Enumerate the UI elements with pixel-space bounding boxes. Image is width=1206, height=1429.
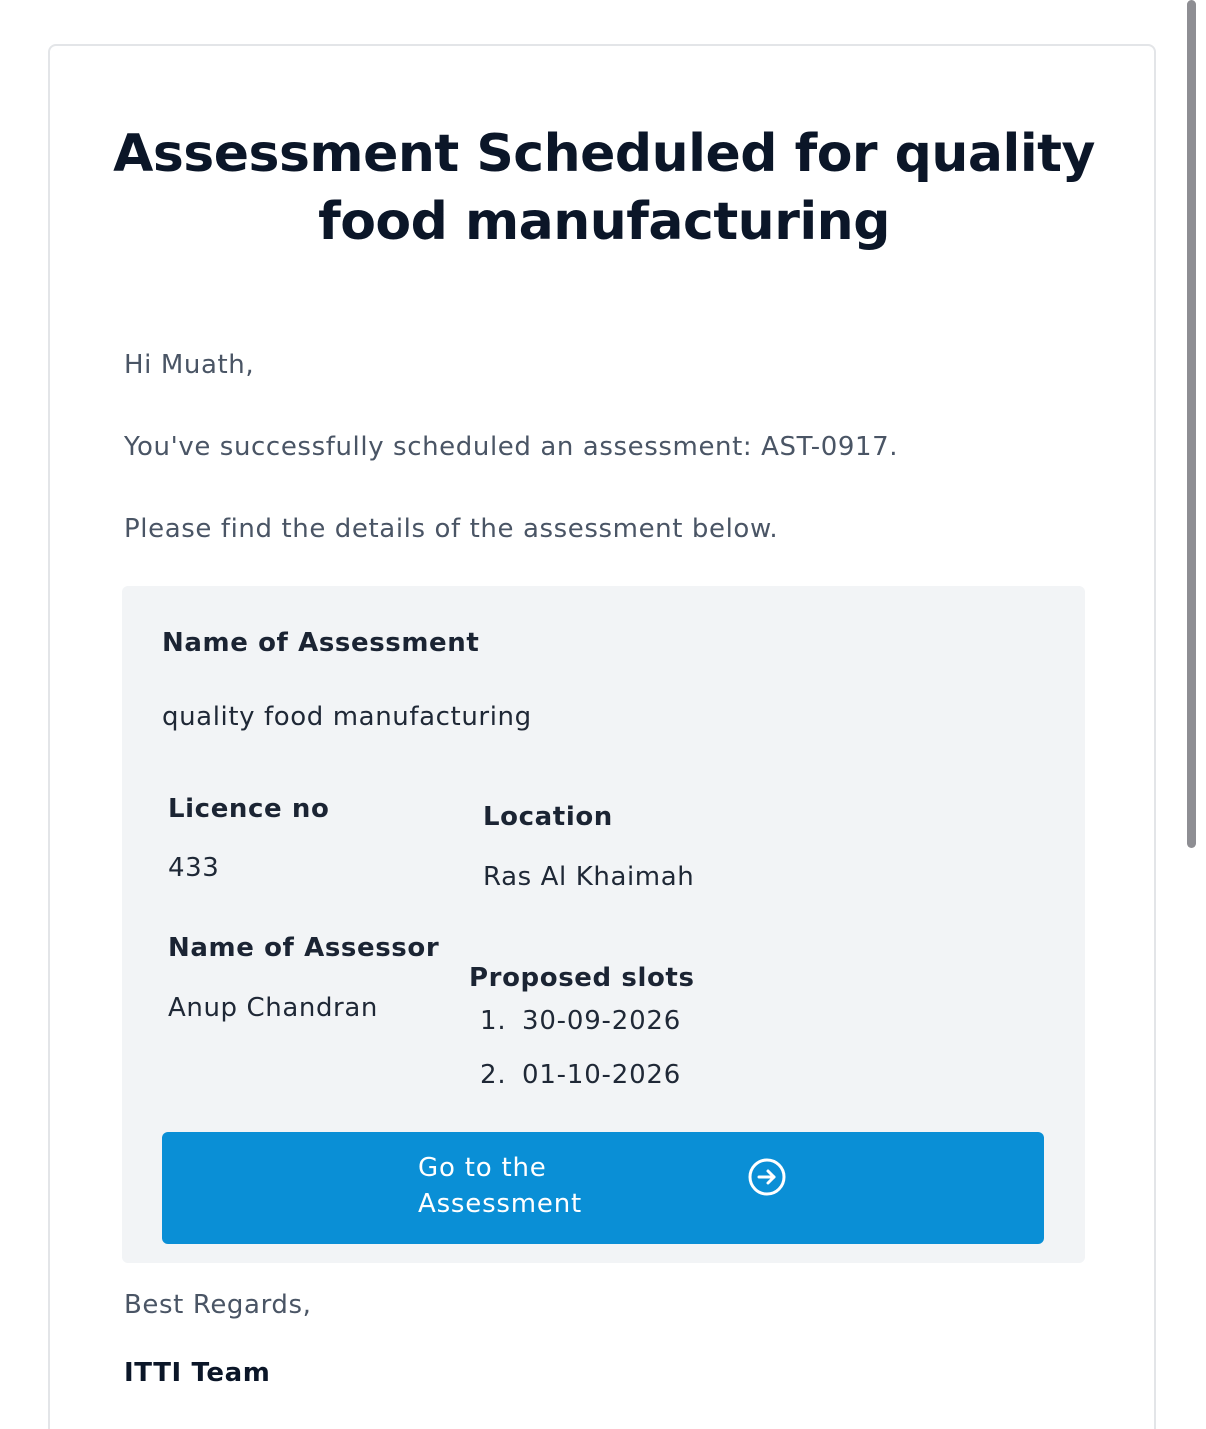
details-intro: Please find the details of the assessment below. xyxy=(124,514,779,544)
proposed-slots-label: Proposed slots xyxy=(469,963,695,993)
slot-date: 01-10-2026 xyxy=(522,1060,682,1090)
location-label: Location xyxy=(483,802,613,832)
success-message: You've successfully scheduled an assessment: AST-0917. xyxy=(124,432,899,462)
assessment-details-panel xyxy=(122,586,1085,1263)
assessor-value: Anup Chandran xyxy=(168,993,378,1023)
slot-item xyxy=(480,1004,681,1058)
assessment-name-label: Name of Assessment xyxy=(162,628,480,658)
go-to-assessment-button[interactable] xyxy=(162,1132,1044,1244)
regards-text: Best Regards, xyxy=(124,1290,312,1320)
slot-item xyxy=(480,1058,681,1112)
location-value: Ras Al Khaimah xyxy=(483,862,695,892)
slot-number: 2. xyxy=(480,1060,507,1090)
proposed-slots-list xyxy=(480,1004,681,1112)
assessor-label: Name of Assessor xyxy=(168,933,440,963)
licence-value: 433 xyxy=(168,853,220,883)
team-signature: ITTI Team xyxy=(124,1358,271,1388)
slot-date: 30-09-2026 xyxy=(522,1006,682,1036)
licence-label: Licence no xyxy=(168,794,330,824)
go-to-assessment-label: Go to the Assessment xyxy=(418,1153,582,1219)
email-title: Assessment Scheduled for quality food manufacturing xyxy=(113,124,1095,252)
assessment-name-value: quality food manufacturing xyxy=(162,702,532,732)
scrollbar[interactable] xyxy=(1187,0,1196,848)
arrow-right-circle-icon xyxy=(746,1156,788,1198)
greeting-text: Hi Muath, xyxy=(124,350,255,380)
email-card xyxy=(48,44,1156,1429)
slot-number: 1. xyxy=(480,1006,507,1036)
